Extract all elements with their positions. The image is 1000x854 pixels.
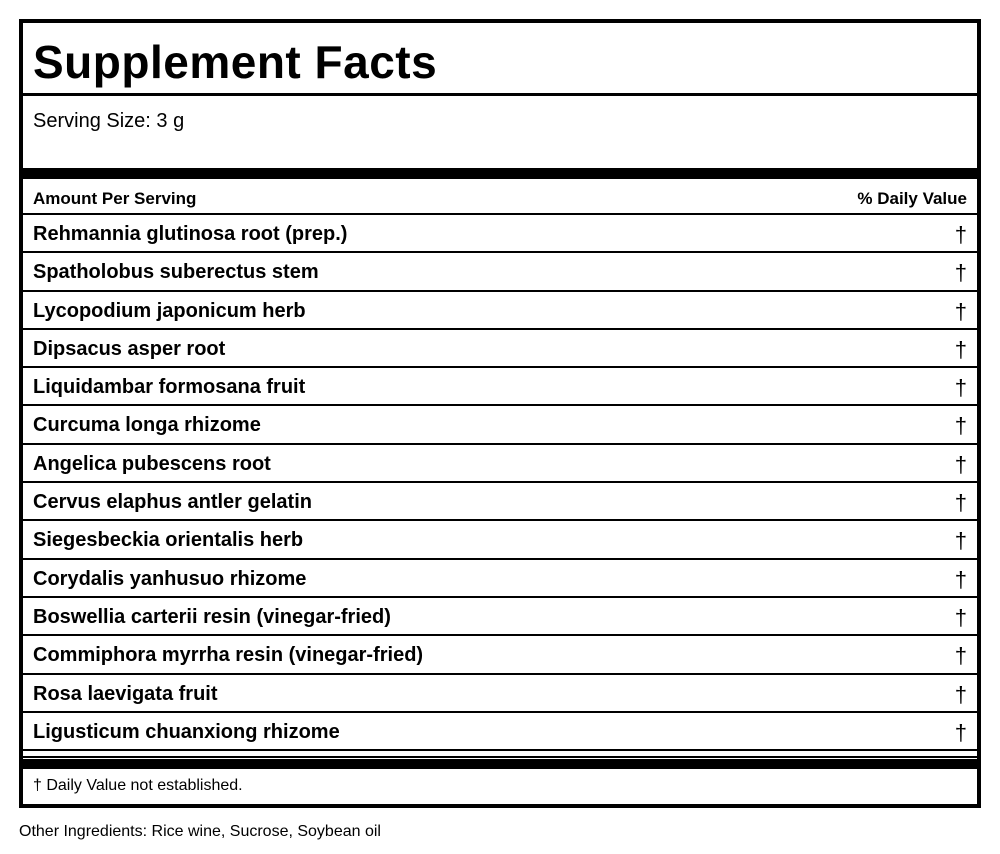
daily-value-dagger: † [954, 604, 967, 630]
supplement-facts-panel [19, 19, 981, 808]
serving-size: Serving Size: 3 g [33, 110, 185, 132]
title-row [23, 23, 977, 96]
daily-value-dagger: † [954, 375, 967, 401]
thick-divider-top [23, 168, 977, 179]
ingredient-name: Boswellia carterii resin (vinegar-fried) [33, 605, 391, 628]
ingredient-name: Corydalis yanhusuo rhizome [33, 567, 307, 590]
thick-divider-bottom [23, 759, 977, 769]
daily-value-dagger: † [954, 566, 967, 592]
ingredient-name: Rosa laevigata fruit [33, 682, 218, 705]
ingredient-row [23, 673, 977, 711]
daily-value-dagger: † [954, 719, 967, 745]
ingredient-row [23, 213, 977, 251]
panel-title: Supplement Facts [33, 36, 438, 88]
daily-value-dagger: † [954, 413, 967, 439]
ingredient-row [23, 711, 977, 749]
ingredient-row [23, 404, 977, 442]
daily-value-dagger: † [954, 260, 967, 286]
daily-value-dagger: † [954, 643, 967, 669]
footnote: † Daily Value not established. [33, 777, 243, 794]
daily-value-dagger: † [954, 222, 967, 247]
ingredient-row [23, 481, 977, 519]
ingredient-name: Angelica pubescens root [33, 452, 271, 475]
daily-value-label: % Daily Value [857, 189, 967, 208]
ingredient-name: Commiphora myrrha resin (vinegar-fried) [33, 644, 424, 667]
ingredient-row [23, 328, 977, 366]
ingredient-name: Ligusticum chuanxiong rhizome [33, 720, 340, 743]
empty-row [23, 749, 977, 758]
daily-value-dagger: † [954, 490, 967, 516]
ingredient-row [23, 443, 977, 481]
ingredient-name: Rehmannia glutinosa root (prep.) [33, 223, 348, 245]
daily-value-dagger: † [954, 528, 967, 554]
ingredient-name: Dipsacus asper root [33, 337, 226, 360]
ingredient-row [23, 290, 977, 328]
amount-per-serving-label: Amount Per Serving [33, 189, 197, 208]
ingredient-name: Curcuma longa rhizome [33, 414, 261, 437]
ingredient-list [23, 213, 977, 758]
ingredient-row [23, 519, 977, 557]
ingredient-row [23, 596, 977, 634]
ingredient-name: Spatholobus suberectus stem [33, 261, 319, 284]
ingredient-name: Cervus elaphus antler gelatin [33, 491, 312, 514]
amount-header-row [23, 180, 977, 215]
ingredient-row [23, 558, 977, 596]
daily-value-dagger: † [954, 451, 967, 477]
daily-value-dagger: † [954, 681, 967, 707]
ingredient-name: Lycopodium japonicum herb [33, 299, 306, 322]
daily-value-dagger: † [954, 336, 967, 362]
daily-value-dagger: † [954, 298, 967, 324]
other-ingredients: Other Ingredients: Rice wine, Sucrose, Soybean oil [19, 823, 381, 840]
ingredient-row [23, 634, 977, 672]
ingredient-name: Siegesbeckia orientalis herb [33, 529, 304, 552]
ingredient-row [23, 251, 977, 289]
ingredient-row [23, 366, 977, 404]
ingredient-name: Liquidambar formosana fruit [33, 376, 306, 399]
